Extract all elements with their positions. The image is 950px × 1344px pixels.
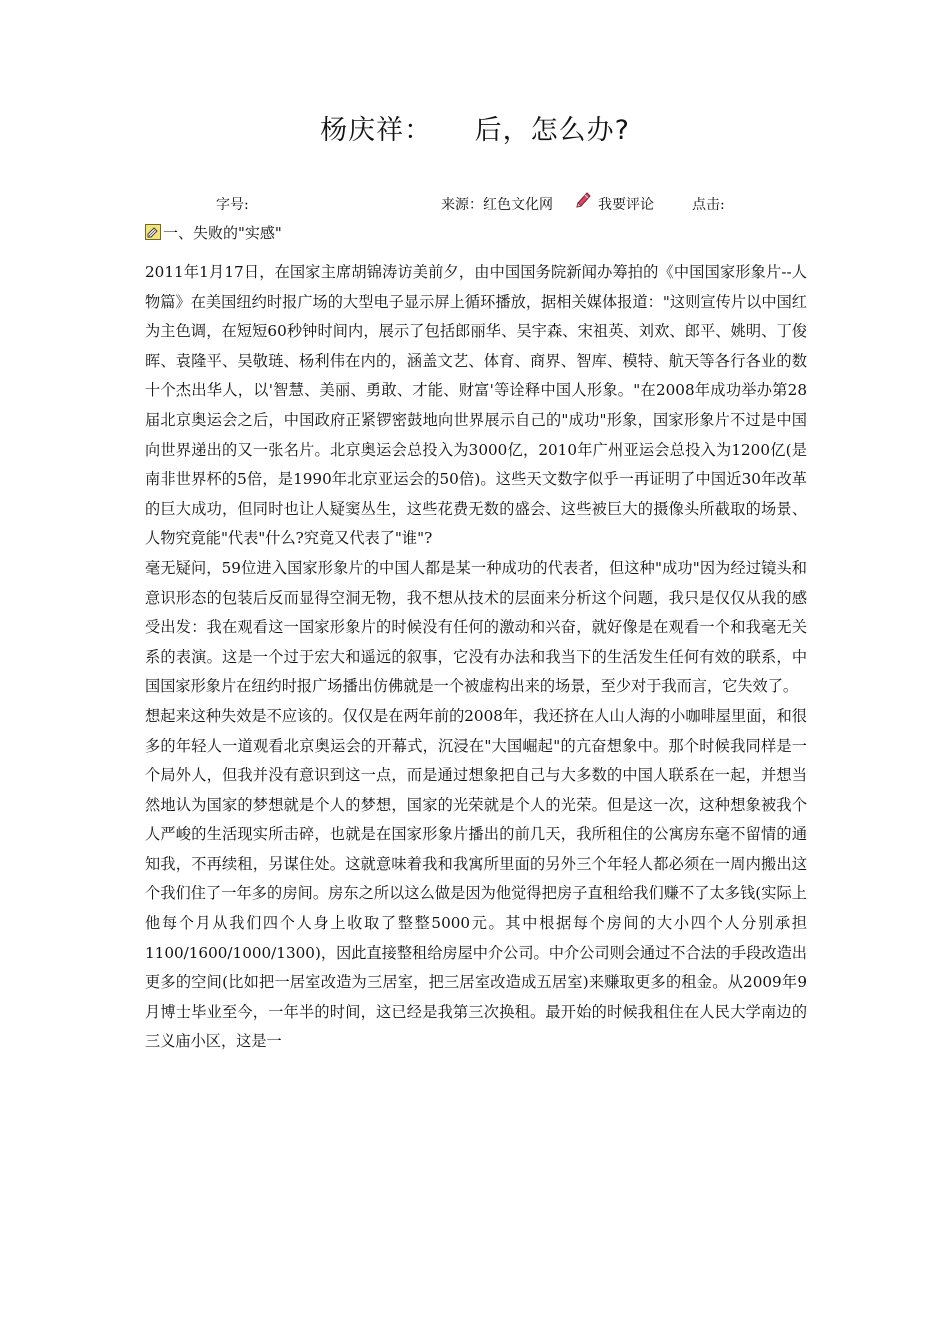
comment-link[interactable]: 我要评论 [598, 197, 654, 213]
clicks-label: 点击: [692, 197, 725, 213]
section-heading-text: 一、失败的"实感" [163, 224, 282, 242]
article-meta-bar [0, 190, 950, 214]
paragraph: 毫无疑问，59位进入国家形象片的中国人都是某一种成功的代表者，但这种"成功"因为经过镜头和意识形态的包装后反而显得空洞无物，我不想从技术的层面来分析这个问题，我只是仅仅从我的感受出发：我在观看这一国家形象片的时候没有任何的激动和兴奋，就好像是在观看一个和我毫无关系的表演。这是一个过于宏大和遥远的叙事，它没有办法和我当下的生活发生任何有效的联系，中国国家形象片在纽约时报广场播出仿佛就是一个被虚构出来的场景，至少对于我而言，它失效了。 [145, 558, 807, 696]
font-size-label[interactable]: 字号: [216, 197, 249, 213]
source-label: 来源：红色文化网 [441, 197, 553, 213]
paragraph: 2011年1月17日，在国家主席胡锦涛访美前夕，由中国国务院新闻办筹拍的《中国国家形象片--人物篇》在美国纽约时报广场的大型电子显示屏上循环播放，据相关媒体报道："这则宣传片以中国红为主色调，在短短60秒钟时间内，展示了包括郎丽华、吴宇森、宋祖英、刘欢、郎平、姚明、丁俊晖、袁隆平、吴敬琏、杨利伟在内的，涵盖文艺、体育、商界、智库、模特、航天等各行各业的数十个杰出华人，以'智慧、美丽、勇敢、才能、财富'等诠释中国人形象。"在2008年成功举办第28届北京奥运会之后，中国政府正紧锣密鼓地向世界展示自己的"成功"形象，国家形象片不过是中国向世界递出的又一张名片。北京奥运会总投入为3000亿，2010年广州亚运会总投入为1200亿(是南非世界杯的5倍，是1990年北京亚运会的50倍)。这些天文数字似乎一再证明了中国近30年改革的巨大成功，但同时也让人疑窦丛生，这些花费无数的盛会、这些被巨大的摄像头所截取的场景、人物究竟能"代表"什么?究竟又代表了"谁"? [145, 263, 807, 548]
note-icon [145, 224, 161, 240]
paragraph: 想起来这种失效是不应该的。仅仅是在两年前的2008年，我还挤在人山人海的小咖啡屋里面，和很多的年轻人一道观看北京奥运会的开幕式，沉浸在"大国崛起"的亢奋想象中。那个时候我同样是一个局外人，但我并没有意识到这一点，而是通过想象把自己与大多数的中国人联系在一起，并想当然地认为国家的梦想就是个人的梦想，国家的光荣就是个人的光荣。但是这一次，这种想象被我个人严峻的生活现实所击碎，也就是在国家形象片播出的前几天，我所租住的公寓房东毫不留情的通知我，不再续租，另谋住处。这就意味着我和我寓所里面的另外三个年轻人都必须在一周内搬出这个我们住了一年多的房间。房东之所以这么做是因为他觉得把房子直租给我们赚不了太多钱(实际上他每个月从我们四个人身上收取了整整5000元。其中根据每个房间的大小四个人分别承担1100/1600/1000/1300)，因此直接整租给房屋中介公司。中介公司则会通过不合法的手段改造出更多的空间(比如把一居室改造为三居室，把三居室改造成五居室)来赚取更多的租金。从2009年9月博士毕业至今，一年半的时间，这已经是我第三次换租。最开始的时候我租住在人民大学南边的三义庙小区，这是一 [145, 706, 807, 1051]
article-body [145, 258, 807, 1057]
pencil-icon[interactable] [573, 190, 593, 210]
page-title: 杨庆祥： 后，怎么办? [320, 115, 630, 146]
section-heading [145, 222, 282, 244]
